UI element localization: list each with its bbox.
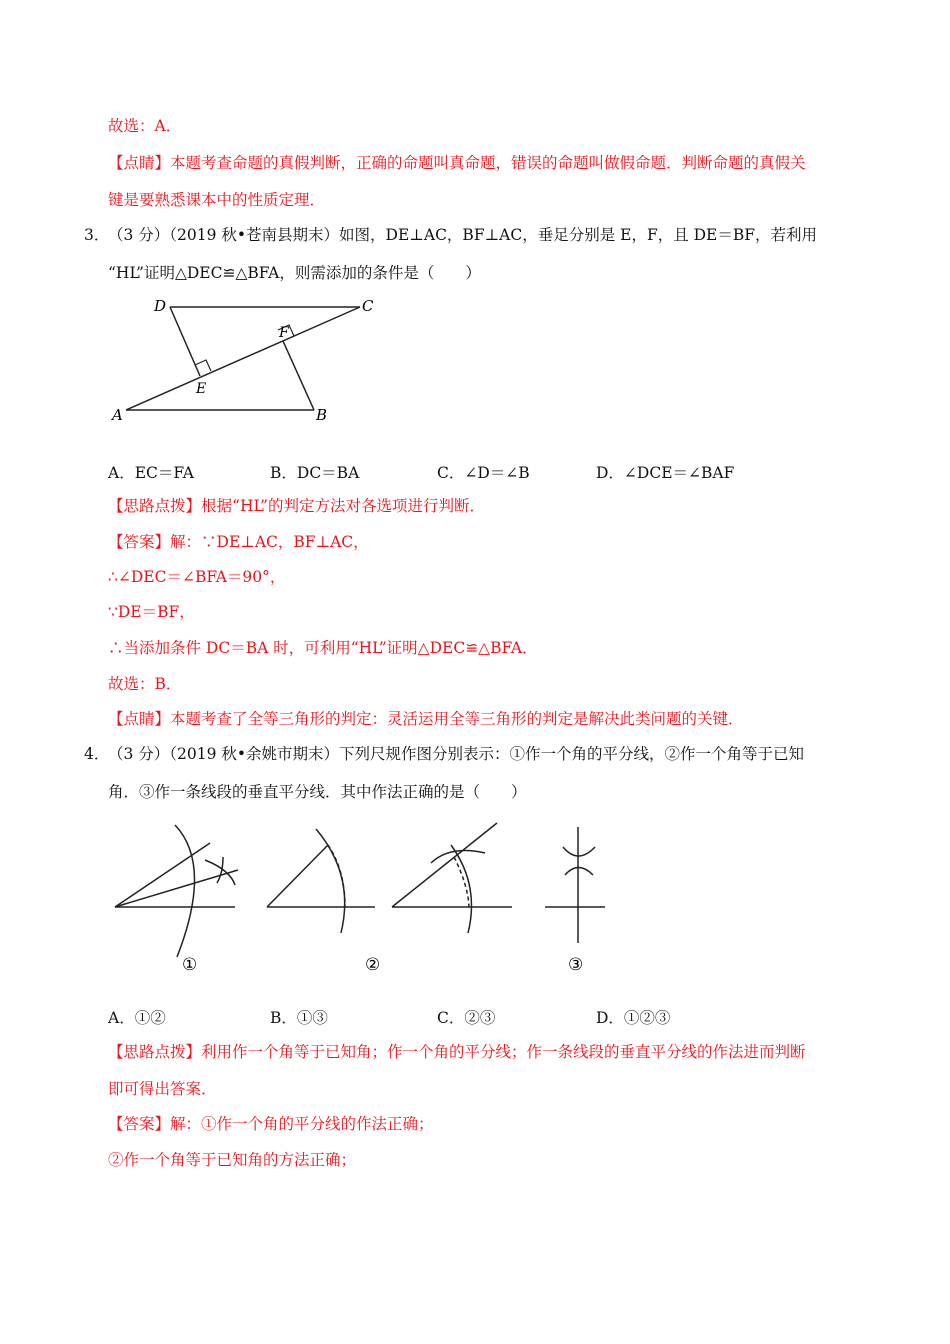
q3-answer	[108, 531, 369, 553]
q3-number: 3．	[84, 226, 110, 244]
prev-comment-text: 本题考查命题的真假判断，正确的命题叫真命题，错误的命题叫做假命题．判断命题的真假关	[170, 154, 806, 172]
q4-answer-tag: 【答案】	[108, 1115, 171, 1133]
q4-hint	[108, 1041, 806, 1063]
q3-stem-line2: “HL”证明△DEC≌△BFA，则需添加的条件是（ ）	[108, 264, 481, 282]
q4-option-b: B．①③	[270, 1009, 328, 1027]
q4-option-d: D．①②③	[596, 1009, 671, 1027]
q3-comment-text: 本题考查了全等三角形的判定：灵活运用全等三角形的判定是解决此类问题的关键．	[170, 710, 744, 728]
q3-option-d: D．∠DCE＝∠BAF	[596, 464, 735, 482]
q3-stem-line1: （3 分）（2019 秋•苍南县期末）如图，DE⊥AC，BF⊥AC，垂足分别是 E，F，且 DE＝BF，若利用	[108, 226, 818, 244]
q4-option-c: C．②③	[437, 1009, 496, 1027]
q4-stem-line2: 角．③作一条线段的垂直平分线．其中作法正确的是（ ）	[108, 783, 527, 801]
construction-3	[392, 823, 512, 933]
q3-option-a: A．EC＝FA	[108, 464, 194, 482]
q3-answer-tag: 【答案】	[108, 533, 171, 551]
figure-label-3: ③	[568, 955, 584, 975]
q3-figure	[100, 290, 390, 430]
q3-choice: 故选：B．	[108, 675, 182, 693]
q3-answer-line1: 解：∵DE⊥AC，BF⊥AC，	[170, 533, 369, 551]
q4-number: 4．	[84, 745, 110, 763]
q4-hint-tag: 【思路点拨】	[108, 1043, 202, 1061]
prev-comment	[108, 152, 806, 174]
construction-1	[115, 825, 238, 957]
q4-hint-cont: 即可得出答案．	[108, 1080, 217, 1098]
q4-hint-text: 利用作一个角等于已知角；作一个角的平分线；作一条线段的垂直平分线的作法进而判断	[201, 1043, 806, 1061]
q4-option-a: A．①②	[108, 1009, 166, 1027]
figure-label-1: ①	[182, 955, 198, 975]
label-C: C	[362, 297, 374, 315]
q3-answer-line2: ∴∠DEC＝∠BFA＝90°，	[108, 568, 286, 586]
q4-answer	[108, 1113, 434, 1135]
q3-comment	[108, 708, 744, 730]
prev-choice: 故选：A．	[108, 117, 182, 135]
label-A: A	[112, 406, 123, 424]
prev-comment-tag: 【点睛】	[108, 154, 171, 172]
q3-answer-line4: ∴当添加条件 DC＝BA 时，可利用“HL”证明△DEC≌△BFA．	[108, 639, 538, 657]
construction-2	[267, 829, 375, 933]
prev-comment-cont: 键是要熟悉课本中的性质定理．	[108, 191, 326, 209]
q3-comment-tag: 【点睛】	[108, 710, 171, 728]
q3-answer-line3: ∵DE＝BF，	[108, 603, 195, 621]
label-E: E	[196, 381, 207, 397]
label-F: F	[279, 325, 289, 341]
label-D: D	[154, 297, 167, 315]
q4-figure	[105, 815, 605, 980]
q4-stem-line1: （3 分）（2019 秋•余姚市期末）下列尺规作图分别表示：①作一个角的平分线，②作一个角等于已知	[108, 745, 805, 763]
q3-option-b: B．DC＝BA	[270, 464, 360, 482]
q4-answer-line1: 解：①作一个角的平分线的作法正确；	[170, 1115, 434, 1133]
q4-answer-line2: ②作一个角等于已知角的方法正确；	[108, 1151, 357, 1169]
construction-4	[545, 827, 605, 943]
q3-option-c: C．∠D＝∠B	[437, 464, 530, 482]
figure-label-2: ②	[365, 955, 381, 975]
q3-hint-tag: 【思路点拨】	[108, 497, 202, 515]
label-B: B	[316, 406, 328, 424]
q3-hint	[108, 495, 485, 517]
q3-hint-text: 根据“HL”的判定方法对各选项进行判断．	[201, 497, 485, 515]
